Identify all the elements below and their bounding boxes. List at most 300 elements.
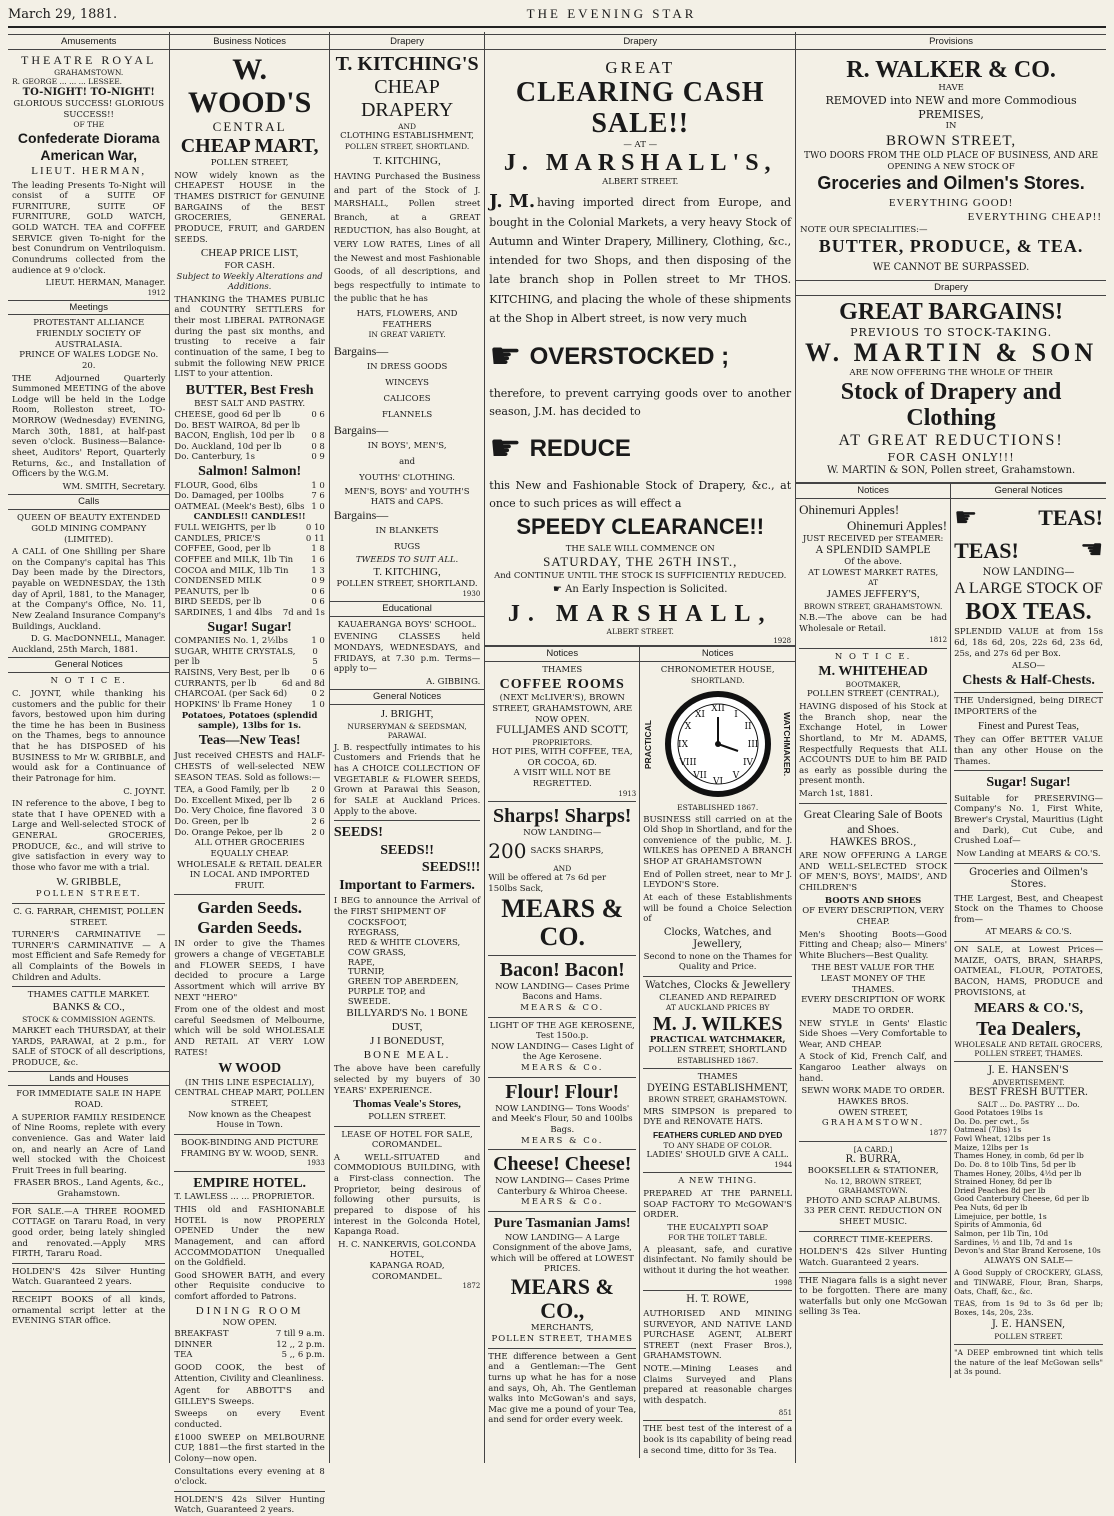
price-row-price: 0 6 <box>311 586 325 597</box>
bonedust: J I BONEDUST, <box>370 1034 445 1047</box>
advertisement: ADVERTISEMENT. <box>992 1077 1065 1087</box>
section-header-notices: Notices <box>640 646 795 662</box>
lawless: T. LAWLESS ... ... PROPRIETOR. <box>174 1192 315 1203</box>
owen-street: OWEN STREET, <box>838 1107 908 1118</box>
wood-title: W. WOOD'S <box>187 52 312 119</box>
farrar: C. G. FARRAR, CHEMIST, POLLEN STREET. <box>13 906 165 928</box>
fulljames: FULLJAMES AND SCOTT, <box>495 725 629 737</box>
bacon: Bacon! Bacon! <box>499 958 625 981</box>
queen-of-beauty: QUEEN OF BEAUTY EXTENDED GOLD MINING COMPANY (LIMITED). <box>17 513 161 545</box>
dyeing-thames: THAMES <box>697 1072 738 1083</box>
list-item: IN BOYS', MEN'S, <box>367 441 447 452</box>
steamer: JUST RECEIVED per STEAMER: <box>802 534 944 545</box>
garden-body-2: From one of the oldest and most careful Seedsmen of Melbourne, which will be sold WHOLESALE AND RETAIL AT VERY LOW RATES! <box>174 1005 325 1058</box>
list-item: RAPE, <box>347 957 376 968</box>
price-row-label: BACON, English, 10d per lb <box>174 431 295 442</box>
book-binding: BOOK-BINDING AND PICTURE FRAMING BY W. WOOD, SENR. <box>180 1137 319 1159</box>
price-row-label: RAISINS, Very Best, per lb <box>174 668 290 678</box>
feathers: FEATHERS CURLED AND DYED <box>652 1129 783 1140</box>
every-description: OF EVERY DESCRIPTION, VERY CHEAP. <box>802 906 944 927</box>
edu-sign: A. GIBBING. <box>426 676 481 687</box>
section-header-calls: Calls <box>8 494 169 510</box>
fraser-bros: FRASER BROS., Land Agents, &c., Grahamstown. <box>13 1178 164 1199</box>
svg-text:XI: XI <box>694 710 705 721</box>
price-row <box>174 410 324 421</box>
auckland-prices: AT AUCKLAND PRICES BY <box>665 1003 770 1013</box>
price-row <box>174 608 324 619</box>
price-row-label: COCOA and MILK, 1lb Tin <box>174 565 289 576</box>
price-row <box>174 534 324 545</box>
calls-date: Auckland, 25th March, 1881. <box>12 644 138 655</box>
list-item: Devon's and Star Brand Kerosene, 10s <box>954 1246 1101 1256</box>
price-row-price: 0 6 <box>311 597 325 608</box>
lodge: PRINCE OF WALES LODGE No. 20. <box>19 350 159 371</box>
everything-cheap: EVERYTHING CHEAP!! <box>967 211 1102 224</box>
cheap-drapery: CHEAP DRAPERY <box>360 75 454 121</box>
section-header-meetings: Meetings <box>8 300 169 316</box>
rowe-body: AUTHORISED AND MINING SURVEYOR, AND NATIVE LAND PURCHASE AGENT, ALBERT STREET (next Fraser Bros.), GRAHAMSTOWN. <box>643 1308 793 1362</box>
brown-street: BROWN STREET, <box>885 133 1017 150</box>
price-row-price: 2 6 <box>311 817 325 827</box>
feathers-sub: TO ANY SHADE OF COLOR. <box>663 1140 772 1150</box>
crockery: A Good Supply of CROCKERY, GLASS, and TINWARE, Flour, Bran, Sharps, Oats, Chaff, &c., &c. <box>954 1268 1103 1297</box>
reduce-body: this New and Fashionable Stock of Drapery, &c., at once to such prices as will effect a <box>489 479 792 510</box>
list-item: TURNIP, <box>347 967 385 978</box>
bright-body: J. B. respectfully intimates to his Customers and Friends that he has A CHOICE COLLECTION OF VEGETABLE & FLOWER SEEDS, Grown at Parawai this Season, for SALE at Auckland Prices. Apply to the above. <box>333 742 481 817</box>
list-item: Spirits of Ammonia, 6d <box>954 1220 1042 1230</box>
section-header-drapery: Drapery <box>330 34 484 50</box>
price-row-price: 1 6 <box>311 554 325 565</box>
meal-row <box>174 1350 324 1361</box>
two-doors: TWO DOORS FROM THE OLD PLACE OF BUSINESS, AND ARE <box>804 150 1099 161</box>
kitching-address: POLLEN STREET, SHORTLAND. <box>336 579 478 590</box>
on-sale: ON SALE, at Lowest Prices—MAIZE, OATS, BRAN, SHARPS, OATMEAL, FLOUR, POTATOES, BACON, HAMS, PRODUCE and PROVISIONS, at <box>954 945 1103 998</box>
teas-body: Just received CHESTS and HALF-CHESTS of well-selected NEW SEASON TEAS. Sold as follows:— <box>174 751 325 783</box>
every-order: EVERY DESCRIPTION OF WORK MADE TO ORDER. <box>801 995 946 1016</box>
correct-timekeepers: CORRECT TIME-KEEPERS. <box>813 1234 933 1245</box>
cleaned: CLEANED AND REPAIRED <box>659 992 777 1003</box>
price-row-label: Do. Auckland, 10d per lb <box>174 441 282 452</box>
price-row-label: COFFEE, Good, per lb <box>174 544 271 555</box>
empire-hotel: EMPIRE HOTEL. <box>193 1175 307 1191</box>
wilkes-practical: PRACTICAL WATCHMAKER, <box>649 1034 786 1045</box>
sugar-body: Suitable for PRESERVING—Company's No. 1, First White, Brewer's Crystal, Mauritius (Light and Dark), Cut Cube, and Crushed Loaf— <box>954 793 1103 847</box>
albert-street: ALBERT STREET. <box>602 176 679 187</box>
price-row-label: FLOUR, Good, 6lbs <box>174 480 258 491</box>
meal-row <box>174 1340 324 1351</box>
finest-body: They can Offer BETTER VALUE than any other House on the Thames. <box>954 735 1103 767</box>
notices-right <box>640 646 795 1458</box>
always-on-sale: ALWAYS ON SALE— <box>984 1255 1073 1266</box>
price-row-price: 1 0 <box>311 699 325 710</box>
meal-row-price: 7 till 9 a.m. <box>275 1329 325 1340</box>
svg-text:VIII: VIII <box>679 758 697 769</box>
masthead <box>8 6 1106 28</box>
sample: A SPLENDID SAMPLE <box>815 544 931 556</box>
hansen-sign: J. E. HANSEN, <box>991 1319 1066 1331</box>
gribble-body: IN reference to the above, I beg to state that I have OPENED with a Large and Well-selected STOCK of GENERAL GROCERIES, PRODUCE, &c., and will strive to give satisfaction in every way to those who favor me with a trial. <box>12 799 166 873</box>
merchants: MERCHANTS, <box>530 1323 594 1334</box>
holden-watch: HOLDEN'S 42s Silver Hunting Watch. Guaranteed 2 years. <box>12 1266 166 1288</box>
photo-albums: PHOTO AND SCRAP ALBUMS. <box>806 1195 941 1206</box>
price-row-label: CHARCOAL (per Sack 6d) <box>174 689 288 700</box>
edu-body: EVENING CLASSES held MONDAYS, WEDNESDAYS, and FRIDAYS, at 7.30 p.m. Terms—apply to— <box>333 632 481 675</box>
dyeing-address: BROWN STREET, GRAHAMSTOWN. <box>648 1095 787 1105</box>
martin-address: W. MARTIN & SON, Pollen street, Grahamstown. <box>826 465 1076 477</box>
price-row <box>174 544 324 555</box>
list-item: Thames Honey, 20lbs, 4½d per lb <box>954 1168 1082 1178</box>
veale-stores: Thomas Veale's Stores, <box>353 1098 461 1111</box>
sharps-landing: NOW LANDING— <box>523 828 602 839</box>
a-card: [A CARD.] <box>853 1144 893 1154</box>
finest-teas: Finest and Purest Teas, <box>977 719 1080 732</box>
price-row <box>174 431 324 442</box>
bargains-3-items <box>334 523 480 555</box>
lieut-herman: LIEUT. HERMAN, <box>31 164 147 177</box>
list-item: FLANNELS <box>381 409 433 420</box>
price-row-price: 0 11 <box>305 533 325 544</box>
section-header-business: Business Notices <box>170 34 328 50</box>
price-row-price: 2 0 <box>311 785 325 796</box>
hansen: J. E. HANSEN'S <box>988 1065 1069 1077</box>
nursery: NURSERYMAN & SEEDSMAN, PARAWAI. <box>347 722 467 741</box>
for-cash: FOR CASH. <box>224 260 275 271</box>
price-row-price: 0 9 <box>311 452 325 463</box>
confederate-diorama: Confederate Diorama <box>17 129 160 146</box>
list-item: IN DRESS GOODS <box>366 361 448 372</box>
price-row-label: Do. Very Choice, fine flavored <box>174 806 303 817</box>
candles: CANDLES!! CANDLES!! <box>193 512 306 523</box>
chests: Chests & Half-Chests. <box>962 672 1095 688</box>
meal-row-label: BREAKFAST <box>174 1329 229 1340</box>
mears-address: POLLEN STREET, THAMES <box>491 1334 633 1345</box>
price-row-label: SARDINES, 1 and 4lbs <box>174 608 273 618</box>
removed: REMOVED into NEW and more Commodious PREMISES, <box>825 93 1077 121</box>
price-rows-5 <box>174 785 324 838</box>
jeffery-nb: N.B.—The above can be had Wholesale or Retail. <box>799 612 948 634</box>
kauaeranga-school: KAUAERANGA BOYS' SCHOOL. <box>337 619 477 630</box>
farmers-body: I BEG to announce the Arrival of the FIRST SHIPMENT OF <box>333 896 481 917</box>
meal-times <box>174 1329 324 1361</box>
section-header-educational: Educational <box>330 601 484 617</box>
eucalypti-sub: FOR THE TOILET TABLE. <box>668 1233 768 1243</box>
reduce: REDUCE <box>529 435 631 462</box>
price-row <box>174 523 324 534</box>
also: ALSO— <box>1011 661 1046 672</box>
banks-sub: STOCK & COMMISSION AGENTS. <box>22 1014 156 1024</box>
groceries-oilmen: Groceries and Oilmen's Stores. <box>969 866 1088 891</box>
price-row-price: 0 10 <box>305 523 325 533</box>
svg-text:III: III <box>747 740 758 751</box>
seeds-2: SEEDS!! <box>380 842 434 858</box>
garden-body: IN order to give the Thames growers a change of VEGETABLE and FLOWER SEEDS, I have decided to procure a Large Assortment which will arrive BY NEXT "HERO" <box>174 939 325 1003</box>
hansen-items <box>954 1109 1103 1256</box>
mears-4: MEARS & Co. <box>521 1135 604 1146</box>
amusements-sign: LIEUT. HERMAN, Manager. <box>45 278 166 289</box>
rowe-note: NOTE.—Mining Leases and Claims Surveyed and Plans prepared at reasonable charges with despatch. <box>643 1364 793 1406</box>
price-row <box>174 679 324 690</box>
price-row <box>174 700 324 711</box>
price-row-label: CANDLES, PRICE'S <box>174 533 261 544</box>
price-row <box>174 491 324 502</box>
variety: IN GREAT VARIETY. <box>368 330 446 340</box>
joynt-body: C. JOYNT, while thanking his customers and the public for their favors, bestowed upon him during the time he has been in Business on the Thames, begs to announce that he has DISPOSED of his BUSINESS to Mr W. GRIBBLE, and would ask for a Continuance of their Patronage for him. <box>12 688 166 784</box>
marshall-sign: J. MARSHALL, <box>507 600 773 627</box>
list-item: RED & WHITE CLOVERS, <box>347 937 461 948</box>
marshall: J. MARSHALL'S, <box>503 150 777 177</box>
dining-open: NOW OPEN. <box>222 1318 277 1329</box>
price-row <box>174 566 324 577</box>
svg-text:V: V <box>732 771 739 782</box>
amusements-body: The leading Presents To-Night will consist of a SUITE OF FURNITURE, SUITE OF FURNITURE, GOLD WATCH, GOLD WATCH. TEA and COFFEE SERVICE given To-night for the best Conundrum on Ventriloquism. Conundrums collected from the audience at 9 o'clock. <box>12 180 166 276</box>
list-item: Pea Nuts, 6d per lb <box>954 1203 1028 1213</box>
walker: R. WALKER & CO. <box>846 56 1056 83</box>
saturday: SATURDAY, THE 26TH INST., <box>543 554 738 570</box>
section-header-general: General Notices <box>951 483 1106 499</box>
price-row <box>174 452 324 463</box>
svg-text:II: II <box>744 722 752 733</box>
sharps-sold: Will be offered at 7s 6d per 150lbs Sack, <box>488 873 607 894</box>
price-row-price: 0 8 <box>311 441 325 452</box>
teas-2: TEAS! <box>954 537 1019 563</box>
cheap-mart: CHEAP MART, <box>180 135 319 158</box>
sugar: Sugar! Sugar! <box>986 775 1071 791</box>
everything-good: EVERYTHING GOOD! <box>888 197 1014 210</box>
list-item: Limejuice, per bottle, 1s <box>954 1211 1047 1221</box>
price-row-label: CHEESE, good 6d per lb <box>174 409 281 420</box>
nankervis: H. C. NANKERVIS, GOLCONDA HOTEL, <box>338 1239 476 1261</box>
hansen-address: POLLEN STREET. <box>994 1331 1063 1341</box>
clothing-establishment: CLOTHING ESTABLISHMENT, <box>340 131 474 142</box>
ad-number: 1877 <box>929 1128 948 1137</box>
continue: And CONTINUE UNTIL THE STOCK IS SUFFICIENTLY REDUCED. <box>494 570 787 581</box>
clocks-sub: Second to none on the Thames for Quality and Price. <box>643 951 792 973</box>
have: HAVE <box>938 83 964 94</box>
wilkes-body-3: At each of these Establishments will be found a Choice Selection of <box>643 892 793 925</box>
column-5 <box>796 32 1106 1463</box>
list-item: Strained Honey, 8d per lb <box>954 1177 1052 1187</box>
price-row-price: 0 5 <box>312 646 318 668</box>
price-list: CHEAP PRICE LIST, <box>200 247 299 260</box>
central: CENTRAL <box>212 118 287 134</box>
bargains-1-items <box>334 359 480 424</box>
price-row-price: 0 9 <box>311 576 325 587</box>
subject: Subject to Weekly Alterations and Additions. <box>176 271 323 293</box>
list-item: COCKSFOOT, <box>347 918 407 929</box>
svg-text:XII: XII <box>710 704 725 715</box>
empire-body: THIS old and FASHIONABLE HOTEL is now PROPERLY OPENED Under the new Management, and can afford ACCOMMODATION Unequalled on the Goldfield. <box>174 1205 325 1269</box>
wholesale-grocers: WHOLESALE AND RETAIL GROCERS, POLLEN STREET, THAMES. <box>954 1039 1103 1059</box>
price-row <box>174 442 324 453</box>
wilkes-address: POLLEN STREET, SHORTLAND <box>648 1045 787 1056</box>
wood-body: NOW widely known as the CHEAPEST HOUSE in the THAMES DISTRICT for GENUINE BARGAINS of the BEST GROCERIES, GENERAL PRODUCE, FRUIT, and GARDEN SEEDS. <box>174 170 325 245</box>
hot-pies: HOT PIES, WITH COFFEE, TEA, OR COCOA, 6D. <box>491 747 633 768</box>
boots-shoes: BOOTS AND SHOES <box>824 895 922 906</box>
list-item: Oatmeal (7lbs) 1s <box>954 1125 1022 1135</box>
jeffery-address: BROWN STREET, GRAHAMSTOWN. <box>803 601 943 611</box>
hawkes: HAWKES BROS., <box>829 836 917 848</box>
cheese: Cheese! Cheese! <box>493 1153 632 1176</box>
w-wood-sub: (IN THIS LINE ESPECIALLY), CENTRAL CHEAP MART, POLLEN STREET, <box>174 1077 325 1110</box>
price-rows-4 <box>174 636 324 710</box>
undersigned: THE Undersigned, being DIRECT IMPORTERS of the <box>954 696 1103 718</box>
bacon-landing: NOW LANDING— Cases Prime Bacons and Hams. <box>495 981 630 1003</box>
price-row-label: Do. Excellent Mixed, per lb <box>174 795 292 806</box>
kerosene-landing: NOW LANDING— Cases Light of the Age Kerosene. <box>491 1041 634 1063</box>
price-row-price: 0 6 <box>311 409 325 420</box>
bright: J. BRIGHT, <box>380 708 434 721</box>
visit: A VISIT WILL NOT BE REGRETTED. <box>513 768 611 789</box>
mears-co-final: MEARS & CO., <box>510 1274 614 1324</box>
meal-row-price: 5 ,, 6 p.m. <box>281 1350 325 1361</box>
lease-title: LEASE OF HOTEL FOR SALE, COROMANDEL. <box>341 1129 473 1151</box>
list-item: CALICOES <box>383 393 431 404</box>
burra: R. BURRA, <box>845 1153 901 1165</box>
svg-text:IX: IX <box>677 740 688 751</box>
meeting-sign: WM. SMITH, Secretary. <box>62 481 166 492</box>
price-row-label: Do. Damaged, per 100lbs <box>174 491 284 502</box>
marshall-address: ALBERT STREET. <box>606 627 674 637</box>
price-row <box>174 817 324 828</box>
holden-watch: HOLDEN'S 42s Silver Hunting Watch, Guaranteed 2 years. <box>174 1494 325 1516</box>
farmers: Important to Farmers. <box>339 877 475 893</box>
price-row-label: HOPKINS' lb Frame Honey <box>174 699 293 710</box>
section-header-amusements: Amusements <box>8 34 169 50</box>
sharps-sacks: SACKS SHARPS, <box>530 846 604 857</box>
eucalypti-body: A pleasant, safe, and curative disinfectant. No family should be without it during the hot weather. <box>643 1244 793 1277</box>
whitehead-date: March 1st, 1881. <box>799 789 873 800</box>
list-item: PURPLE TOP, and <box>347 986 426 997</box>
coffee-rooms: COFFEE ROOMS <box>499 676 625 692</box>
protestant-alliance: PROTESTANT ALLIANCE FRIENDLY SOCIETY OF AUSTRALASIA. <box>33 318 145 350</box>
gent-difference: THE difference between a Gent and a Gentleman:—The Gent turns up what he has for a nose and says, Oh, Ah. The Gentleman walks into McGowan's and says, Mac give me a pound of your Tea, and send for order every week. <box>488 1351 637 1426</box>
new-thing: A NEW THING. <box>678 1176 758 1187</box>
column-4 <box>485 32 796 1463</box>
list-item: RYEGRASS, <box>347 928 400 939</box>
theatre-title: THEATRE ROYAL <box>21 52 157 67</box>
speedy-clearance: SPEEDY CLEARANCE!! <box>516 514 765 540</box>
price-row-price: 0 2 <box>311 689 325 700</box>
sharps-200: 200 <box>488 838 527 863</box>
marshall-body: having imported direct from Europe, and bought in the Colonial Markets, a very heavy Stock of Autumn and Winter Drapery, Millinery, Clothing, &c., intended for two Shops, and then disposing of the late branch shop in Pollen street to Mr THOS. KITCHING, and placing the whole of these shipments at the Shop in Albert street, is now very much <box>489 196 792 325</box>
of-the: OF THE <box>73 120 105 130</box>
salt-pastry: SALT ... Do. PASTRY ... Do. <box>977 1099 1080 1109</box>
section-header-provisions: Provisions <box>796 34 1106 50</box>
teas-1: TEAS! <box>1038 505 1103 531</box>
new-style: NEW STYLE in Gents' Elastic Side Shoes —Very Comfortable to Wear, AND CHEAP. <box>799 1018 948 1050</box>
farrar-body: TURNER'S CARMINATIVE — TURNER'S CARMINATIVE — A most Efficient and Safe Remedy for all Complaints of the Bowels in Children and Adults. <box>12 930 166 983</box>
cattle-market: THAMES CATTLE MARKET. <box>27 990 150 1001</box>
coffee-sub: (NEXT McLIVER'S), BROWN STREET, GRAHAMSTOWN, ARE NOW OPEN. <box>492 693 633 725</box>
large-stock: A LARGE STOCK OF <box>954 580 1103 598</box>
holden-watch: HOLDEN'S 42s Silver Hunting Watch. Guaranteed 2 years. <box>799 1247 948 1268</box>
masthead-date: March 29, 1881. <box>8 7 118 22</box>
ad-number: 1933 <box>307 1159 325 1168</box>
bargains-2: Bargains— <box>333 423 389 438</box>
lands-sale: FOR IMMEDIATE SALE IN HAPE ROAD. <box>16 1089 162 1110</box>
price-row-price: 1 3 <box>311 565 325 576</box>
great-reductions: AT GREAT REDUCTIONS! <box>838 432 1064 450</box>
price-row-label: OATMEAL (Meek's Best), 6lbs <box>174 501 305 512</box>
list-item: Good Canterbury Cheese, 6d per lb <box>954 1194 1090 1204</box>
box-teas: BOX TEAS. <box>965 599 1092 626</box>
mens-hats: MEN'S, BOYS' and YOUTH'S HATS and CAPS. <box>344 486 470 508</box>
calls-sign: D. G. MacDONNELL, Manager. <box>30 634 166 645</box>
at: — AT — <box>623 139 658 150</box>
price-row <box>174 668 324 679</box>
therefore: therefore, to prevent carrying goods over to another season, J.M. has decided to <box>489 387 792 418</box>
pointing-hand-icon: ☛ <box>1079 535 1103 566</box>
price-row-label: Do. BEST WAIROA, 8d per lb <box>174 420 300 431</box>
list-item: Thames Honey, in comb, 6d per lb <box>954 1151 1084 1161</box>
section-header-general: General Notices <box>8 657 169 673</box>
mears-co: MEARS & CO. <box>501 893 624 952</box>
previous-stocktaking: PREVIOUS TO STOCK-TAKING. <box>850 325 1053 339</box>
price-row <box>174 796 324 807</box>
ad-number: 1998 <box>774 1278 793 1287</box>
price-row-price: 0 8 <box>311 431 325 442</box>
ad-number: 851 <box>778 1408 793 1417</box>
shower: Good SHOWER BATH, and every other Requisite conducive to comfort afforded to Patrons. <box>174 1270 325 1303</box>
pollen-street: POLLEN STREET, <box>210 158 289 169</box>
list-item: COW GRASS, <box>347 947 406 958</box>
receipt-books: RECEIPT BOOKS of all kinds, ornamental script letter at the EVENING STAR office. <box>12 1295 166 1327</box>
price-row <box>174 647 324 668</box>
whitehead-body: HAVING disposed of his Stock at the Branch shop, near the Exchange Hotel, in Lower Shortland, to Mr M. ADAMS, Respectfully Requests that ALL ACCOUNTS DUE to him BE PAID as early as possible during the present month. <box>799 702 948 787</box>
at-mears: AT MEARS & CO.'S. <box>985 927 1072 938</box>
meal-row-price: 12 ,, 2 p.m. <box>276 1339 325 1350</box>
hats-flowers: HATS, FLOWERS, AND FEATHERS <box>356 308 458 330</box>
cooking: GOOD COOK, the best of Attention, Civility and Cleanliness. <box>174 1362 325 1384</box>
butter-sub: BEST SALT AND PASTRY. <box>194 399 306 410</box>
seeds-3: SEEDS!!! <box>421 860 481 876</box>
flour-landing: NOW LANDING— Tons Woods' and Meek's Flour, 50 and 100lbs Bags. <box>491 1103 633 1135</box>
wilkes-established: ESTABLISHED 1867. <box>677 1055 759 1065</box>
price-row-price: 2 6 <box>311 795 325 806</box>
now-landing-mears: Now Landing at MEARS & CO.'S. <box>956 848 1101 859</box>
price-rows-3 <box>174 523 324 619</box>
clocks: Clocks, Watches, and Jewellery, <box>663 926 772 951</box>
column-1 <box>8 32 170 1463</box>
inspection: An Early Inspection is Solicited. <box>565 584 728 596</box>
price-row-price: 1 8 <box>311 544 325 555</box>
kitching-title: T. KITCHING'S <box>335 52 479 75</box>
list-item: Salmon, per 1lb Tin, 10d <box>954 1228 1049 1238</box>
price-row <box>174 597 324 608</box>
price-row <box>174 806 324 817</box>
melbourne-cup: £1000 SWEEP on MELBOURNE CUP, 1881—the first started in the Colony—now open. <box>174 1432 325 1464</box>
bookseller: BOOKSELLER & STATIONER, <box>807 1166 939 1177</box>
splendid-value: SPLENDID VALUE at from 15s 6d, 18s 6d, 20s, 22s 6d, 23s 6d, 25s, and 27s 6d per Box. <box>954 627 1103 659</box>
great: GREAT <box>605 57 676 77</box>
meal-row-label: DINNER <box>174 1339 213 1350</box>
pointing-hand-icon: ☛ <box>489 428 522 470</box>
whitehead: M. WHITEHEAD <box>818 663 928 679</box>
jm: J. M. <box>489 191 536 213</box>
w-wood-known: Now known as the Cheapest House in Town. <box>188 1109 312 1131</box>
list-item: Maize, 12lbs per 1s <box>954 1142 1029 1152</box>
ohinemuri-1: Ohinemuri Apples! <box>799 501 900 517</box>
practical-vertical: PRACTICAL <box>643 719 654 769</box>
gribble-street: POLLEN STREET. <box>35 889 142 900</box>
established: ESTABLISHED 1867. <box>677 803 759 813</box>
section-header-notices: Notices <box>796 483 950 499</box>
teas: Teas—New Teas! <box>198 732 301 748</box>
teas-price: TEAS, from 1s 9d to 3s 6d per lb; Boxes, 14s, 20s, 23s. <box>954 1298 1103 1317</box>
watchmaker-vertical: WATCHMAKER. <box>782 712 793 777</box>
hawkes-2: HAWKES BROS. <box>837 1096 909 1107</box>
svg-text:X: X <box>684 722 691 733</box>
